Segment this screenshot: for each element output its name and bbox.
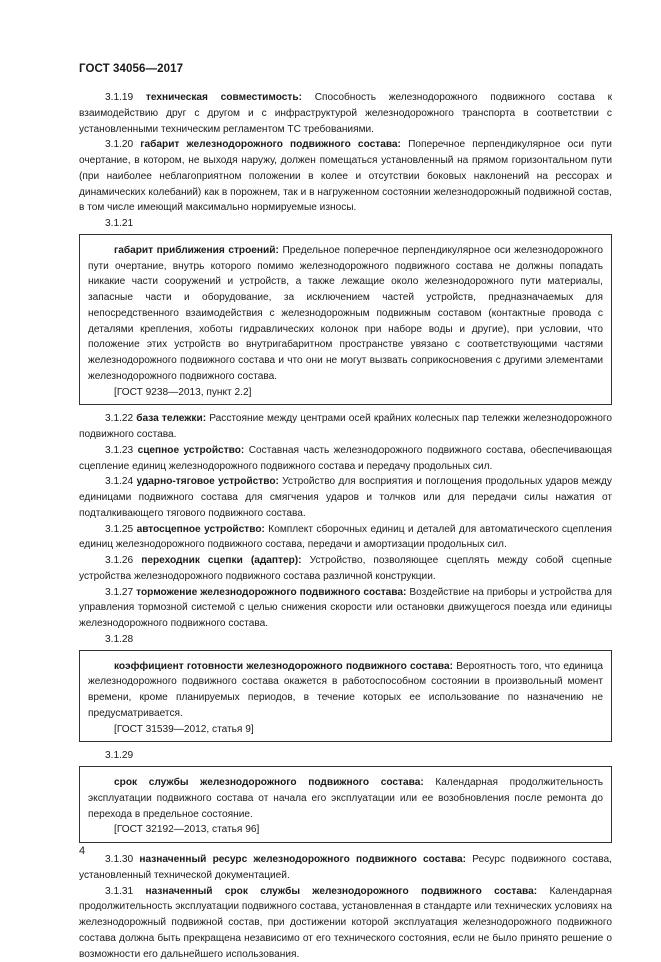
term-definition: Поперечное перпендикулярное оси пути очертание, в котором, не выходя наружу, должен помещаться установленный на прямом горизонтальном пути (при наиболее неблагоприятном положении в колее и отсутствии боковых наклонений на рессорах и динамических колебаний) как в порожнем, так и в нагруженном состоянии железнодорожный подвижной состав, в том числе имеющий максимально нормируемые износы. [79,139,612,213]
page-number: 4 [79,844,85,860]
term-number: 3.1.23 [105,445,133,456]
standard-header: ГОСТ 34056—2017 [79,62,183,78]
term-entry [79,411,612,443]
boxed-term-number: 3.1.28 [79,632,612,648]
term-name: назначенный ресурс железнодорожного подвижного состава: [139,854,466,865]
term-number: 3.1.26 [105,555,133,566]
term-definition: Составная часть железнодорожного подвижного состава, обеспечивающая сцепление единиц железнодорожного подвижного состава и передачу продольных сил. [79,445,612,472]
term-number: 3.1.27 [105,587,133,598]
term-name: переходник сцепки (адаптер): [141,555,301,566]
term-definition: Предельное поперечное перпендикулярное оси железнодорожного пути очертание, внутрь которого помимо железнодорожного подвижного состава не должны попадать никакие части сооружений и устройств, а также лежащие около железнодорожного пути материалы, запасные части и оборудование, за исключением частей устройств, предназначаемых для непосредственного взаимодействия с железнодорожным подвижным составом (контактные провода с деталями крепления, хоботы гидравлических колонок при наборе воды и другие), при условии, что положение этих устройств во внутригабаритном пространстве увязано с соответствующими частями железнодорожного подвижного состава и что они не могут вызвать соприкосновения с другими элементами железнодорожного подвижного состава. [88,245,603,382]
boxed-term-entry [88,775,603,822]
term-definition: Комплект сборочных единиц и деталей для автоматического сцепления единиц железнодорожного подвижного состава, передачи и амортизации продольных сил. [79,524,612,551]
term-name: база тележки: [136,413,206,424]
term-name: техническая совместимость: [146,92,302,103]
term-name: срок службы железнодорожного подвижного состава: [114,777,424,788]
term-name: автосцепное устройство: [137,524,265,535]
term-number: 3.1.22 [105,413,133,424]
term-entry [79,522,612,554]
term-name: торможение железнодорожного подвижного состава: [136,587,406,598]
term-entry [79,553,612,585]
term-definition: Устройство для восприятия и поглощения продольных ударов между единицами подвижного состава для смягчения ударов и толчков или для передачи силы нажатия от подталкивающего тягового подвижного состава. [79,476,612,519]
term-definition: Расстояние между центрами осей крайних колесных пар тележки железнодорожного подвижного состава. [79,413,612,440]
boxed-term-frame [79,650,612,743]
term-definition: Способность железнодорожного подвижного состава к взаимодействию друг с другом и с инфраструктурой железнодорожного транспорта в соответствии с установленными техническим регламентом ТС требованиями. [79,92,612,135]
term-number: 3.1.25 [105,524,133,535]
term-definition: Вероятность того, что единица железнодорожного подвижного состава окажется в работоспособном состоянии в произвольный момент времени, кроме планируемых периодов, в течение которых ее использование по назначению не предусматривается. [88,661,603,719]
source-reference: [ГОСТ 32192—2013, статья 96] [88,822,603,838]
term-definition: Календарная продолжительность эксплуатации подвижного состава, установленная в стандарте или технических условиях на железнодорожный подвижной состав, при достижении которой эксплуатация железнодорожного подвижного состава должна быть прекращена независимо от его технического состояния, если не было принято решение о возможности его дальнейшего использования. [79,886,612,960]
boxed-term-frame [79,766,612,843]
boxed-term-number: 3.1.29 [79,748,612,764]
term-number: 3.1.19 [105,92,133,103]
term-name: коэффициент готовности железнодорожного подвижного состава: [114,661,453,672]
boxed-term-frame [79,234,612,406]
term-entry [79,443,612,475]
source-reference: [ГОСТ 31539—2012, статья 9] [88,722,603,738]
term-name: габарит приближения строений: [114,245,279,256]
term-number: 3.1.24 [105,476,133,487]
term-name: назначенный срок службы железнодорожного подвижного состава: [145,886,537,897]
term-definition: Воздействие на приборы и устройства для управления тормозной системой с целью снижения скорости или остановки движущегося поезда или единицы железнодорожного подвижного состава. [79,587,612,630]
term-name: ударно-тяговое устройство: [136,476,278,487]
term-number: 3.1.31 [105,886,133,897]
term-entry [79,474,612,521]
boxed-term-number: 3.1.21 [79,216,612,232]
boxed-term-entry [88,243,603,385]
term-entry [79,137,612,216]
term-definition: Устройство, позволяющее сцеплять между собой сцепные устройства железнодорожного подвижного состава различной конструкции. [79,555,612,582]
terms-column [79,90,612,962]
term-entry [79,585,612,632]
term-entry [79,852,612,884]
term-name: сцепное устройство: [138,445,245,456]
source-reference: [ГОСТ 9238—2013, пункт 2.2] [88,385,603,401]
term-number: 3.1.20 [105,139,133,150]
term-number: 3.1.30 [105,854,133,865]
term-definition: Ресурс подвижного состава, установленный технической документацией. [79,854,612,881]
boxed-term-entry [88,659,603,722]
term-name: габарит железнодорожного подвижного состава: [140,139,401,150]
term-entry [79,90,612,137]
term-entry [79,884,612,962]
term-definition: Календарная продолжительность эксплуатации подвижного состава от начала его эксплуатации или ее возобновления после ремонта до перехода в предельное состояние. [88,777,603,820]
